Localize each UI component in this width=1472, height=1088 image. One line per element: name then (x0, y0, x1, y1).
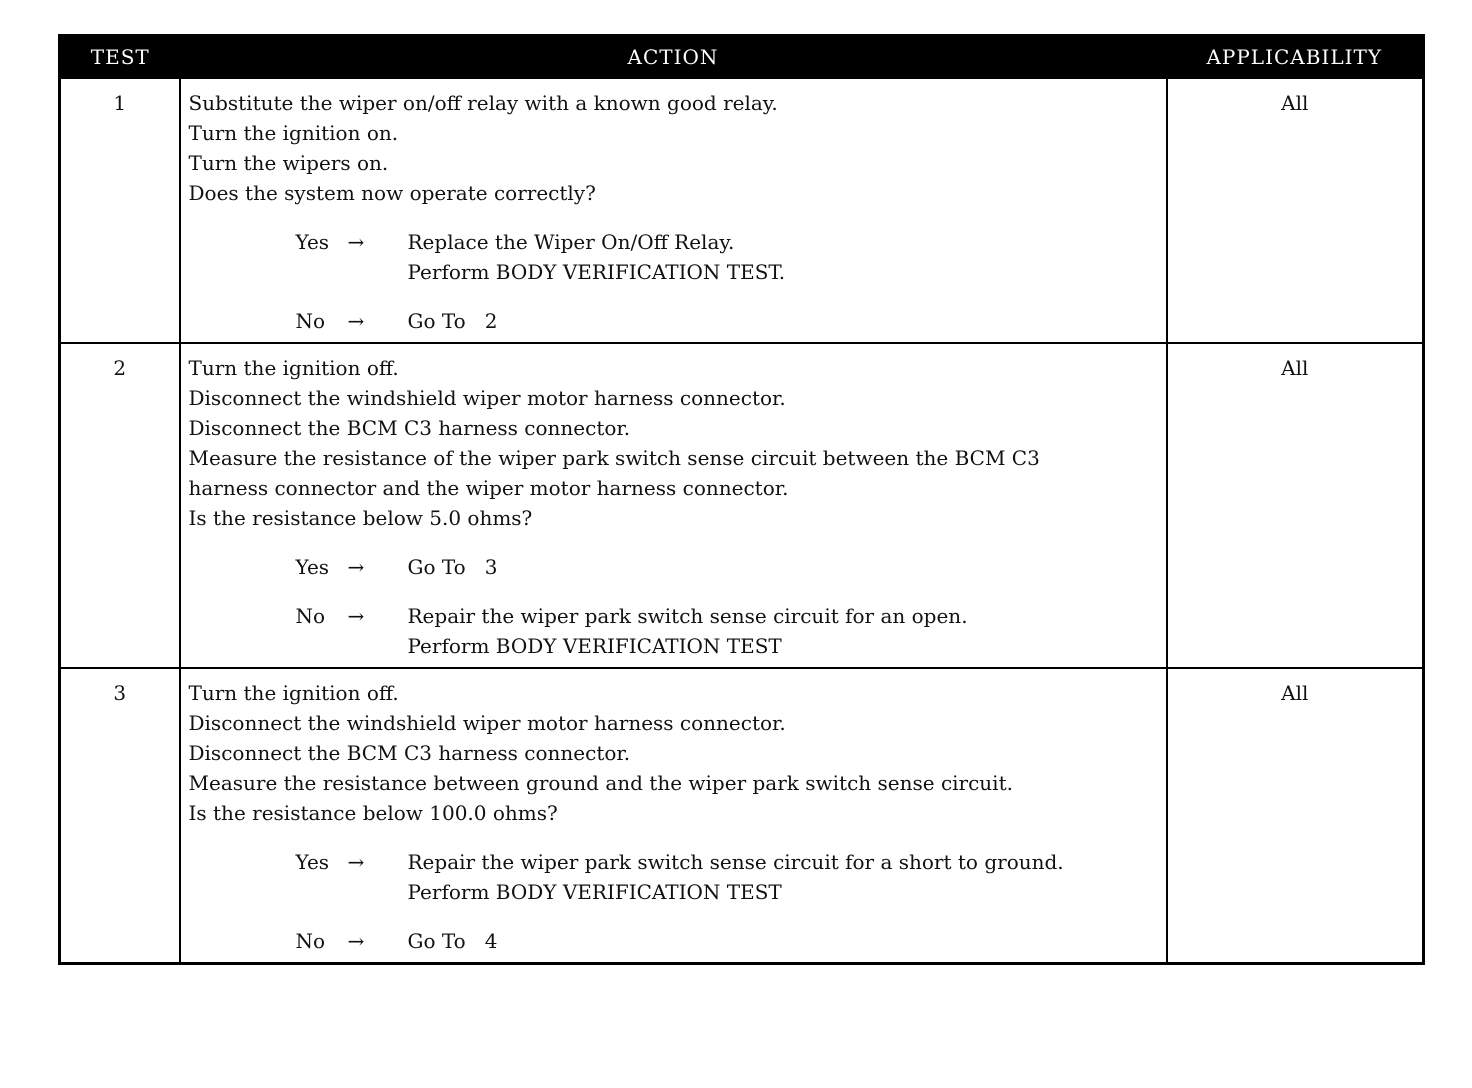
outcome-no-label: No (295, 929, 326, 953)
result-line: Perform BODY VERIFICATION TEST (407, 880, 782, 904)
outcome-no (296, 601, 1160, 661)
result-line: Perform BODY VERIFICATION TEST. (407, 260, 786, 284)
result-line: Repair the wiper park switch sense circuit for an open. (407, 604, 968, 628)
outcome-no-label: No (295, 309, 326, 333)
test-number: 1 (60, 78, 180, 343)
action-step: Disconnect the BCM C3 harness connector. (188, 741, 631, 765)
outcome-yes-label: Yes (295, 850, 330, 874)
action-cell (180, 78, 1167, 343)
arrow-right-icon: → (347, 309, 365, 333)
outcome-no-result (408, 306, 1160, 336)
outcome-yes (296, 227, 1160, 287)
action-step: Substitute the wiper on/off relay with a known good relay. (188, 91, 778, 115)
action-cell (180, 668, 1167, 964)
outcome-yes-result (408, 552, 1160, 582)
diagnostic-test-table (58, 34, 1425, 965)
outcome-yes-label: Yes (295, 230, 330, 254)
outcome-yes-result (408, 847, 1160, 907)
test-number: 3 (60, 668, 180, 964)
action-cell (180, 343, 1167, 668)
header-test: TEST (60, 36, 180, 79)
result-line: Perform BODY VERIFICATION TEST (407, 634, 782, 658)
arrow-right-icon: → (347, 230, 365, 254)
action-step: Turn the ignition on. (188, 121, 399, 145)
action-step: Turn the ignition off. (188, 356, 399, 380)
action-step: Does the system now operate correctly? (188, 181, 596, 205)
header-applicability: APPLICABILITY (1167, 36, 1424, 79)
action-step: Measure the resistance between ground and the wiper park switch sense circuit. (188, 771, 1013, 795)
result-line: Repair the wiper park switch sense circuit for a short to ground. (407, 850, 1064, 874)
action-step: Disconnect the BCM C3 harness connector. (188, 416, 631, 440)
header-action: ACTION (180, 36, 1167, 79)
table-row (60, 668, 1424, 964)
result-line: Go To 4 (407, 929, 498, 953)
result-line: Replace the Wiper On/Off Relay. (407, 230, 735, 254)
outcome-yes (296, 847, 1160, 907)
action-step: Measure the resistance of the wiper park switch sense circuit between the BCM C3 (188, 446, 1040, 470)
result-line: Go To 3 (407, 555, 498, 579)
outcome-no-result (408, 926, 1160, 956)
table-row (60, 78, 1424, 343)
outcome-yes-label: Yes (295, 555, 330, 579)
action-step: harness connector and the wiper motor harness connector. (188, 476, 789, 500)
outcome-no-label: No (295, 604, 326, 628)
outcome-yes (296, 552, 1160, 582)
applicability-value: All (1167, 668, 1424, 964)
arrow-right-icon: → (347, 850, 365, 874)
test-number: 2 (60, 343, 180, 668)
arrow-right-icon: → (347, 604, 365, 628)
table-body (60, 78, 1424, 964)
action-step: Turn the wipers on. (188, 151, 389, 175)
applicability-value: All (1167, 343, 1424, 668)
action-step: Disconnect the windshield wiper motor harness connector. (188, 711, 786, 735)
outcome-yes-result (408, 227, 1160, 287)
action-step: Is the resistance below 100.0 ohms? (188, 801, 558, 825)
table-header-row (60, 36, 1424, 79)
outcome-no (296, 926, 1160, 956)
arrow-right-icon: → (347, 555, 365, 579)
action-step: Disconnect the windshield wiper motor harness connector. (188, 386, 786, 410)
outcome-no-result (408, 601, 1160, 661)
outcome-no (296, 306, 1160, 336)
arrow-right-icon: → (347, 929, 365, 953)
action-step: Is the resistance below 5.0 ohms? (188, 506, 533, 530)
result-line: Go To 2 (407, 309, 498, 333)
table-row (60, 343, 1424, 668)
action-step: Turn the ignition off. (188, 681, 399, 705)
applicability-value: All (1167, 78, 1424, 343)
